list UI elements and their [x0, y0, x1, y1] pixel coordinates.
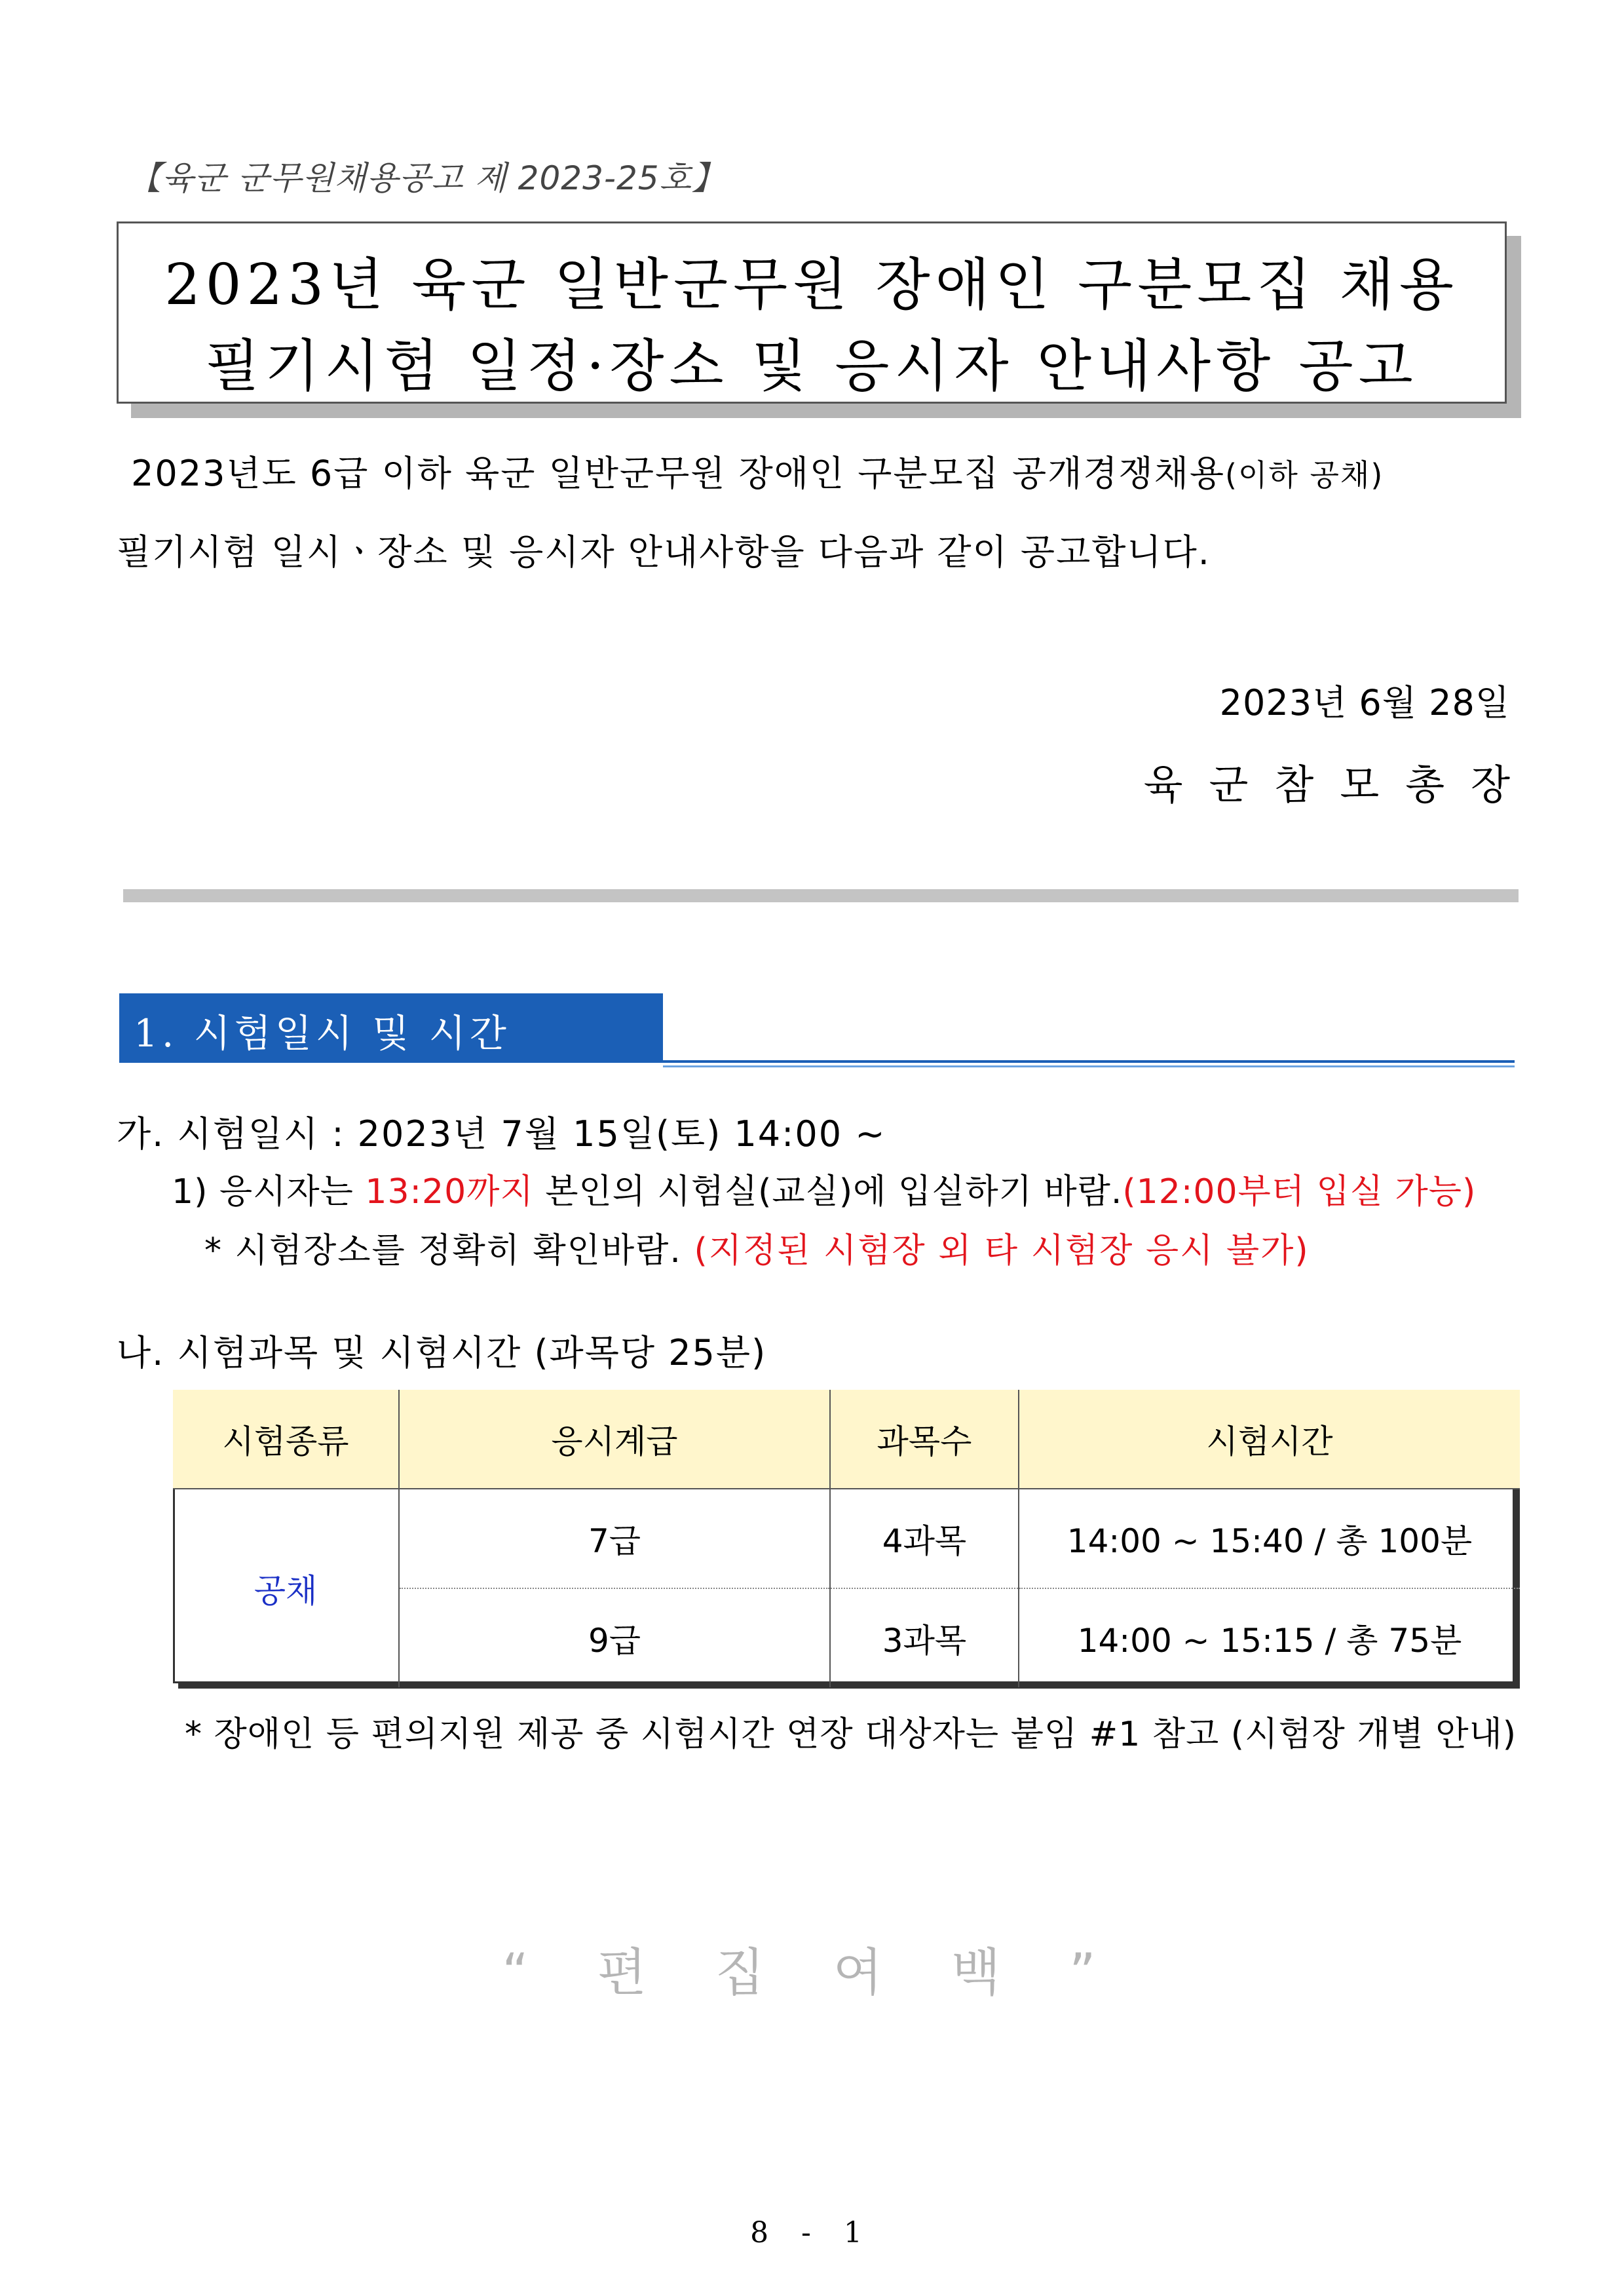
intro-line-2: 필기시험 일시ㆍ장소 및 응시자 안내사항을 다음과 같이 공고합니다. [117, 531, 1211, 573]
entry-time-prefix: 1) 응시자는 [172, 1172, 366, 1212]
section-1-title: 1. 시험일시 및 시간 [134, 1011, 510, 1056]
title-line-1: 2023년 육군 일반군무원 장애인 구분모집 채용 [164, 252, 1459, 318]
header-grade: 응시계급 [399, 1390, 830, 1489]
header-subject-count: 과목수 [830, 1390, 1019, 1489]
entry-time-middle: 본인의 시험실(교실)에 입실하기 바람. [533, 1172, 1123, 1212]
header-exam-type: 시험종류 [173, 1390, 399, 1489]
section-underline [119, 1060, 1515, 1063]
table-row [173, 1489, 1520, 1588]
extended-time-note: * 장애인 등 편의지원 제공 중 시험시간 연장 대상자는 붙임 #1 참고 (시험장 개별 안내) [185, 1715, 1517, 1754]
issuer: 육군참모총장 [1143, 761, 1536, 809]
grade-cell: 7급 [399, 1489, 830, 1588]
entry-open-time: (12:00부터 입실 가능) [1122, 1172, 1477, 1212]
section-divider [123, 889, 1519, 902]
intro-line-1-parenthetical: (이하 공채) [1225, 457, 1384, 493]
announcement-date: 2023년 6월 28일 [1219, 682, 1510, 723]
edit-blank-marker: “ 편 집 여 백 ” [502, 1943, 1122, 2002]
header-exam-time: 시험시간 [1019, 1390, 1520, 1489]
subjects-time-line: 나. 시험과목 및 시험시간 (과목당 25분) [117, 1332, 767, 1373]
time-cell: 14:00 ~ 15:15 / 총 75분 [1019, 1588, 1520, 1687]
exam-schedule-table [173, 1390, 1520, 1687]
venue-warning: (지정된 시험장 외 타 시험장 응시 불가) [694, 1231, 1310, 1271]
intro-line-1-main: 2023년도 6급 이하 육군 일반군무원 장애인 구분모집 공개경쟁채용 [131, 453, 1226, 494]
time-cell: 14:00 ~ 15:40 / 총 100분 [1019, 1489, 1520, 1588]
exam-category: 공채 [173, 1489, 399, 1687]
grade-cell: 9급 [399, 1588, 830, 1687]
notice-number: 【육군 군무원채용공고 제 2023-25호】 [128, 159, 725, 197]
page-number: 8 - 1 [750, 2216, 874, 2249]
venue-notice [204, 1223, 1310, 1272]
subjects-cell: 4과목 [830, 1489, 1019, 1588]
entry-time-notice [172, 1164, 1476, 1213]
title-box [117, 221, 1507, 404]
subjects-cell: 3과목 [830, 1588, 1019, 1687]
intro-line-1 [131, 446, 1526, 496]
section-underline-secondary [663, 1065, 1515, 1067]
venue-notice-prefix: * 시험장소를 정확히 확인바람. [204, 1231, 694, 1271]
title-line-2: 필기시험 일정·장소 및 응시자 안내사항 공고 [205, 334, 1418, 399]
entry-deadline: 13:20까지 [365, 1172, 534, 1212]
exam-date-line: 가. 시험일시 : 2023년 7월 15일(토) 14:00 ~ [117, 1113, 886, 1155]
section-1-heading [119, 993, 1515, 1067]
